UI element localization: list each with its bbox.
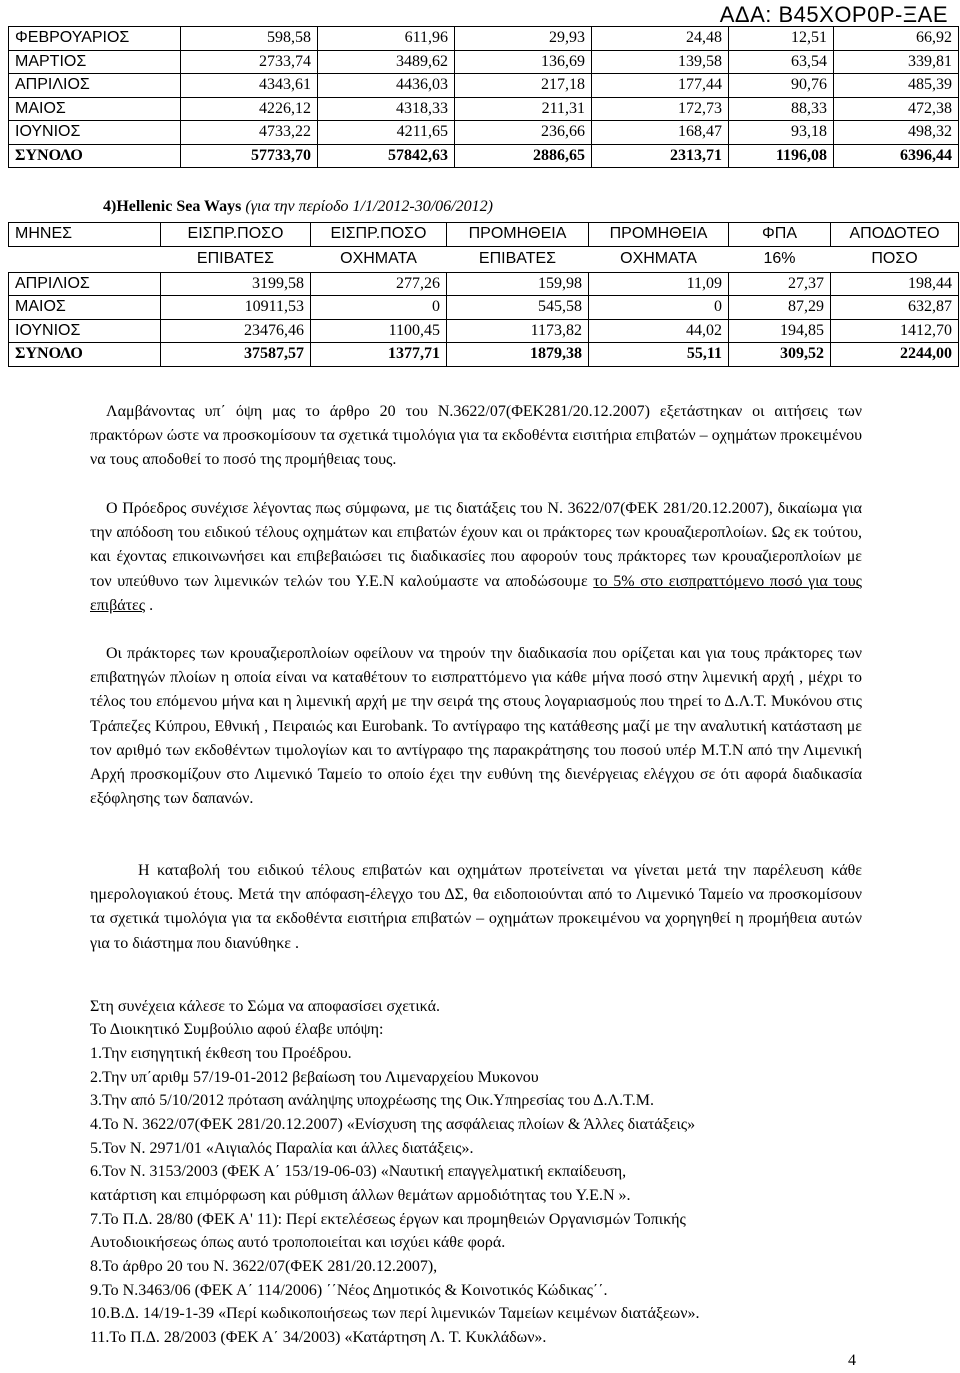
column-header: ΑΠΟΔΟΤΕΟ [831,223,959,247]
table-row [9,74,959,98]
underlined-rate-text: το 5% στο εισπραττόμενο ποσό για τους επιβάτες [90,572,862,614]
list-line: 5.Τον Ν. 2971/01 «Αιγιαλός Παραλία και άλλες διατάξεις». [90,1140,474,1157]
value-cell: 0 [311,296,447,320]
section-title-period: (για την περίοδο 1/1/2012-30/06/2012) [245,198,493,215]
section-title-company: 4)Hellenic Sea Ways [103,198,242,215]
header-row [9,223,959,247]
fees-table-top [8,26,959,168]
value-cell: 136,69 [455,50,592,74]
list-line: 1.Την εισηγητική έκθεση του Προέδρου. [90,1045,352,1062]
column-subheader: ΕΠΙΒΑΤΕΣ [447,246,589,272]
page-number: 4 [848,1352,856,1369]
total-label: ΣΥΝΟΛΟ [9,144,181,168]
table-row [9,272,959,296]
list-line: Το Διοικητικό Συμβούλιο αφού έλαβε υπόψη: [90,1021,384,1038]
month-cell: ΑΠΡΙΛΙΟΣ [9,272,161,296]
column-subheader: 16% [729,246,831,272]
month-cell: ΙΟΥΝΙΟΣ [9,319,161,343]
column-subheader: ΟΧΗΜΑΤΑ [589,246,729,272]
paragraph-agents-procedure: Οι πράκτορες των κρουαζιεροπλοίων οφείλουν να τηρούν την διαδικασία που ορίζεται και για τους πράκτορες των επιβατηγών πλοίων η οποία είναι να καταθέτουν το εισπραττόμενο για κάθε μήνα ποσό στην λιμενική αρχή , μέχρι το τέλος του επόμενου μήνα και η λιμενική αρχή με την σειρά της στους λογαριασμούς που τηρεί το Δ.Λ.Τ. Μυκόνου στις Τράπεζες Κύπρου, Εθνική , Πειραιώς και Eurobank. Το αντίγραφο της κατάθεσης μαζί με την αναλυτική κατάσταση με τον αριθμό των εκδοθέντων τιμολογίων και το αντίγραφο της παρακράτησης του ποσού υπέρ Μ.Τ.Ν από την Λιμενική Αρχή προσκομίζουν στο Λιμενικό Ταμείο το οποίο έχει την ευθύνη της διενέργειας ελέγχου σε ότι αφορά διαδικασία εξόφλησης των δαπανών. [90,645,862,808]
column-subheader [9,246,161,272]
total-cell: 2313,71 [592,144,729,168]
list-line: 9.Το Ν.3463/06 (ΦΕΚ Α΄ 114/2006) ΄΄Νέος Δημοτικός & Κοινοτικός Κώδικας΄΄. [90,1282,608,1299]
value-cell: 1100,45 [311,319,447,343]
list-line: Στη συνέχεια κάλεσε το Σώμα να αποφασίσει σχετικά. [90,998,440,1015]
value-cell: 29,93 [455,27,592,51]
value-cell: 217,18 [455,74,592,98]
list-line: 4.Το Ν. 3622/07(ΦΕΚ 281/20.12.2007) «Ενίσχυση της ασφάλειας πλοίων & Άλλες διατάξεις» [90,1116,696,1133]
value-cell: 66,92 [834,27,959,51]
total-label: ΣΥΝΟΛΟ [9,343,161,367]
column-subheader: ΕΠΙΒΑΤΕΣ [161,246,311,272]
total-cell: 57733,70 [181,144,318,168]
value-cell: 11,09 [589,272,729,296]
column-header: ΕΙΣΠΡ.ΠΟΣΟ [161,223,311,247]
value-cell: 485,39 [834,74,959,98]
total-row [9,343,959,367]
column-header: ΕΙΣΠΡ.ΠΟΣΟ [311,223,447,247]
month-cell: ΜΑΙΟΣ [9,296,161,320]
value-cell: 611,96 [318,27,455,51]
value-cell: 168,47 [592,121,729,145]
list-line: 3.Την από 5/10/2012 πρόταση ανάληψης υποχρέωσης της Οικ.Υπηρεσίας του Δ.Λ.Τ.Μ. [90,1092,654,1109]
value-cell: 498,32 [834,121,959,145]
table-row [9,319,959,343]
total-cell: 309,52 [729,343,831,367]
table-row [9,97,959,121]
value-cell: 4343,61 [181,74,318,98]
value-cell: 63,54 [729,50,834,74]
total-row [9,144,959,168]
paragraph-articles-review: Λαμβάνοντας υπ΄ όψη μας το άρθρο 20 του Ν.3622/07(ΦΕΚ281/20.12.2007) εξετάστηκαν οι αιτήσεις των πρακτόρων ώστε να προσκομίσουν τα σχετικά τιμολόγια για τα εκδοθέντα εισιτήρια επιβατών – οχημάτων προκειμένου να τους αποδοθεί το ποσό της προμήθειας τους. [90,403,862,469]
table-row [9,296,959,320]
value-cell: 198,44 [831,272,959,296]
value-cell: 139,58 [592,50,729,74]
list-line: 8.Το άρθρο 20 του Ν. 3622/07(ΦΕΚ 281/20.12.2007), [90,1258,438,1275]
value-cell: 177,44 [592,74,729,98]
value-cell: 93,18 [729,121,834,145]
value-cell: 3199,58 [161,272,311,296]
total-cell: 2886,65 [455,144,592,168]
list-line: 6.Τον Ν. 3153/2003 (ΦΕΚ Α΄ 153/19-06-03) «Ναυτική επαγγελματική εκπαίδευση, [90,1163,627,1180]
header-row [9,246,959,272]
total-cell: 2244,00 [831,343,959,367]
value-cell: 159,98 [447,272,589,296]
list-line: Αυτοδιοικήσεως όπως αυτό τροποποιείται και ισχύει κάθε φορά. [90,1234,506,1251]
value-cell: 194,85 [729,319,831,343]
value-cell: 23476,46 [161,319,311,343]
value-cell: 4226,12 [181,97,318,121]
column-header: ΠΡΟΜΗΘΕΙΑ [447,223,589,247]
table-row [9,27,959,51]
value-cell: 236,66 [455,121,592,145]
value-cell: 24,48 [592,27,729,51]
total-cell: 57842,63 [318,144,455,168]
column-header: ΜΗΝΕΣ [9,223,161,247]
list-line: 7.Το Π.Δ. 28/80 (ΦΕΚ Α' 11): Περί εκτελέσεως έργων και προμηθειών Οργανισμών Τοπικής [90,1211,686,1228]
value-cell: 211,31 [455,97,592,121]
value-cell: 4436,03 [318,74,455,98]
value-cell: 598,58 [181,27,318,51]
paragraph-payment-proposal: Η καταβολή του ειδικού τέλους επιβατών και οχημάτων προτείνεται να γίνεται μετά την παρέλευση κάθε ημερολογιακού έτους. Μετά την απόφαση-έλεγχο του ΔΣ, θα ειδοποιούνται από το Λιμενικό Ταμείο να προσκομίσουν τα σχετικά τιμολόγια για τα εκδοθέντα εισιτήρια επιβατών – οχημάτων προκειμένου να χορηγηθεί η προμήθεια αυτών για το διάστημα που διανύθηκε . [90,862,862,952]
value-cell: 4733,22 [181,121,318,145]
value-cell: 472,38 [834,97,959,121]
value-cell: 12,51 [729,27,834,51]
total-cell: 1377,71 [311,343,447,367]
value-cell: 632,87 [831,296,959,320]
paragraph-text-end: . [145,596,154,614]
value-cell: 545,58 [447,296,589,320]
total-cell: 55,11 [589,343,729,367]
value-cell: 4211,65 [318,121,455,145]
month-cell: ΑΠΡΙΛΙΟΣ [9,74,181,98]
value-cell: 1412,70 [831,319,959,343]
list-line: 11.Το Π.Δ. 28/2003 (ΦΕΚ Α΄ 34/2003) «Κατάρτηση Λ. Τ. Κυκλάδων». [90,1329,547,1346]
table-row [9,50,959,74]
section-title [103,198,493,216]
value-cell: 3489,62 [318,50,455,74]
month-cell: ΦΕΒΡΟΥΑΡΙΟΣ [9,27,181,51]
month-cell: ΜΑΡΤΙΟΣ [9,50,181,74]
ada-code: ΑΔΑ: Β45ΧΟΡ0Ρ-ΞΑΕ [719,2,948,27]
month-cell: ΙΟΥΝΙΟΣ [9,121,181,145]
value-cell: 2733,74 [181,50,318,74]
list-line: 10.Β.Δ. 14/19-1-39 «Περί κωδικοποιήσεως των περί λιμενικών Ταμείων κειμένων διατάξεων». [90,1305,700,1322]
column-header: ΦΠΑ [729,223,831,247]
value-cell: 172,73 [592,97,729,121]
column-header: ΠΡΟΜΗΘΕΙΑ [589,223,729,247]
value-cell: 277,26 [311,272,447,296]
column-subheader: ΟΧΗΜΑΤΑ [311,246,447,272]
value-cell: 27,37 [729,272,831,296]
fees-table-hellenic-sea-ways [8,222,959,367]
value-cell: 339,81 [834,50,959,74]
total-cell: 37587,57 [161,343,311,367]
total-cell: 1196,08 [729,144,834,168]
table-row [9,121,959,145]
value-cell: 90,76 [729,74,834,98]
value-cell: 87,29 [729,296,831,320]
list-line: 2.Την υπ΄αριθμ 57/19-01-2012 βεβαίωση του Λιμεναρχείου Μυκονου [90,1069,539,1086]
value-cell: 44,02 [589,319,729,343]
value-cell: 4318,33 [318,97,455,121]
value-cell: 10911,53 [161,296,311,320]
value-cell: 88,33 [729,97,834,121]
value-cell: 1173,82 [447,319,589,343]
list-line: κατάρτιση και επιμόρφωση και ρύθμιση άλλων θεμάτων αρμοδιότητας του Υ.Ε.Ν ». [90,1187,631,1204]
value-cell: 0 [589,296,729,320]
column-subheader: ΠΟΣΟ [831,246,959,272]
month-cell: ΜΑΙΟΣ [9,97,181,121]
total-cell: 1879,38 [447,343,589,367]
total-cell: 6396,44 [834,144,959,168]
paragraph-text: Ο Πρόεδρος συνέχισε λέγοντας πως σύμφωνα, με τις διατάξεις του Ν. 3622/07(ΦΕΚ 281/20.12.2007), δικαίωμα για την απόδοση του ειδικού τέλους οχημάτων και επιβατών έχουν και οι πράκτορες των κρουαζιεροπλοίων. Ως εκ τούτου, και έχοντας επικοινωνήσει και επιβεβαιώσει τις διαδικασίες που αφορούν τους πράκτορες των κρουαζιεροπλοίων με τον υπεύθυνο των λιμενικών τελών του Υ.Ε.Ν καλούμαστε να αποδώσουμε [90,500,862,590]
paragraph-president-statement [90,497,862,618]
